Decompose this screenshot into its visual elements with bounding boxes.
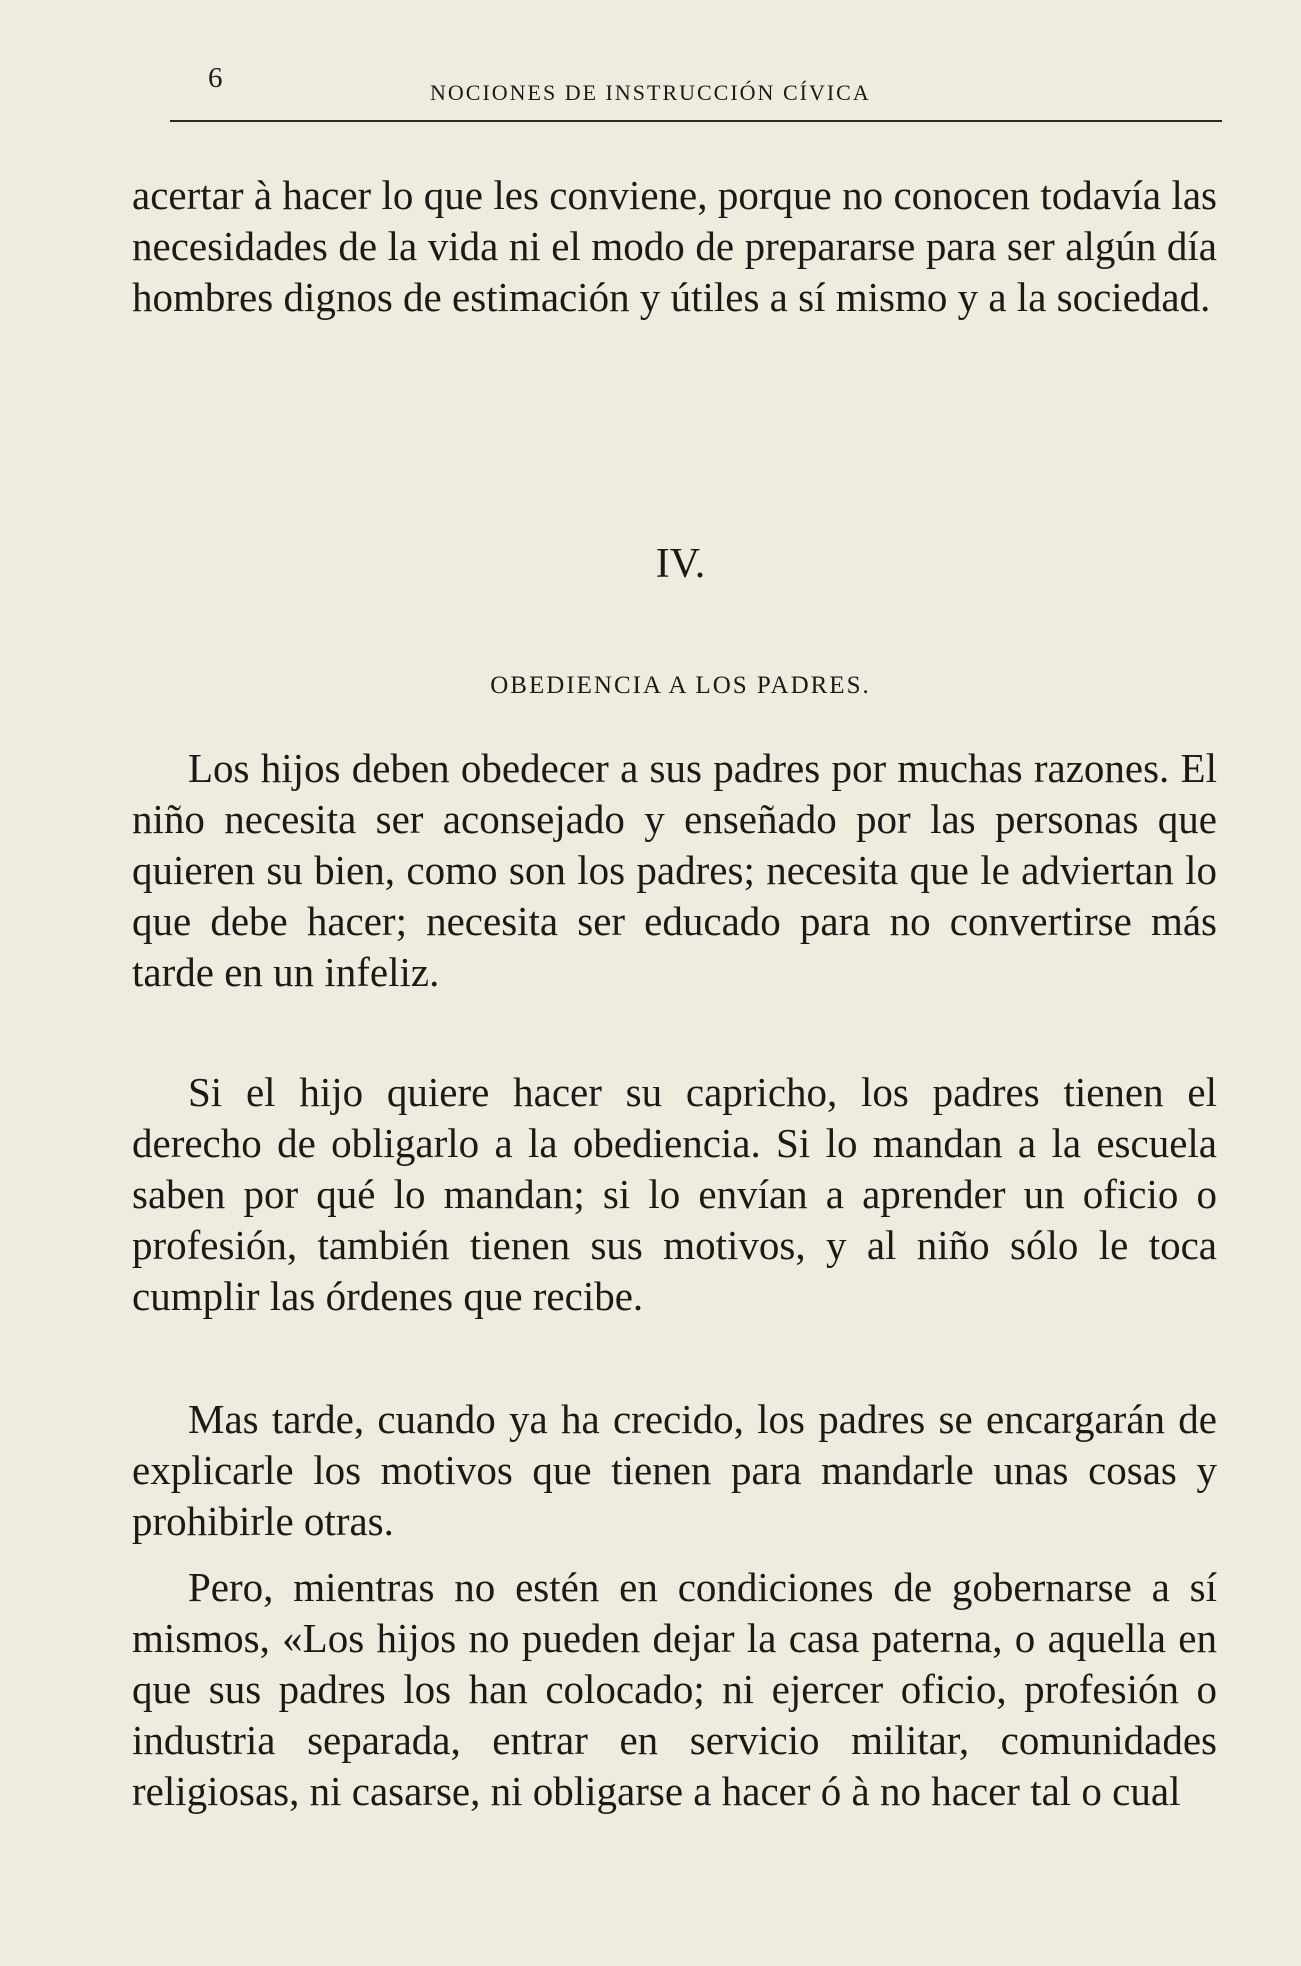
opening-paragraph: acertar à hacer lo que les conviene, porque no conocen todavía las necesidades de la vida ni el modo de prepararse para ser algún día hombres dignos de estimación y útiles a sí mismo y a la sociedad. — [132, 172, 1217, 320]
chapter-number: IV. — [655, 541, 706, 587]
paragraph-4: Pero, mientras no estén en condiciones de gobernarse a sí mismos, «Los hijos no pueden dejar la casa paterna, o aquella en que sus padres los han colocado; ni ejercer oficio, profesión o industria separada, entrar en servicio militar, comunidades religiosas, ni casarse, ni obligarse a hacer ó à no hacer tal o cual — [132, 1564, 1217, 1814]
header-rule — [170, 120, 1222, 122]
running-title: NOCIONES DE INSTRUCCIÓN CÍVICA — [430, 80, 871, 105]
page-number: 6 — [208, 62, 223, 94]
chapter-title: OBEDIENCIA A LOS PADRES. — [490, 672, 871, 699]
paragraph-2: Si el hijo quiere hacer su capricho, los padres tienen el derecho de obligarlo a la obediencia. Si lo mandan a la escuela saben por qué lo mandan; si lo envían a aprender un oficio o profesión, también tienen sus motivos, y al niño sólo le toca cumplir las órdenes que recibe. — [132, 1069, 1217, 1319]
paragraph-1: Los hijos deben obedecer a sus padres por muchas razones. El niño necesita ser aconsejado y enseñado por las personas que quieren su bien, como son los padres; necesita que le adviertan lo que debe hacer; necesita ser educado para no convertirse más tarde en un infeliz. — [132, 745, 1217, 995]
paragraph-3: Mas tarde, cuando ya ha crecido, los padres se encargarán de explicarle los motivos que tienen para mandarle unas cosas y prohibirle otras. — [132, 1396, 1217, 1544]
